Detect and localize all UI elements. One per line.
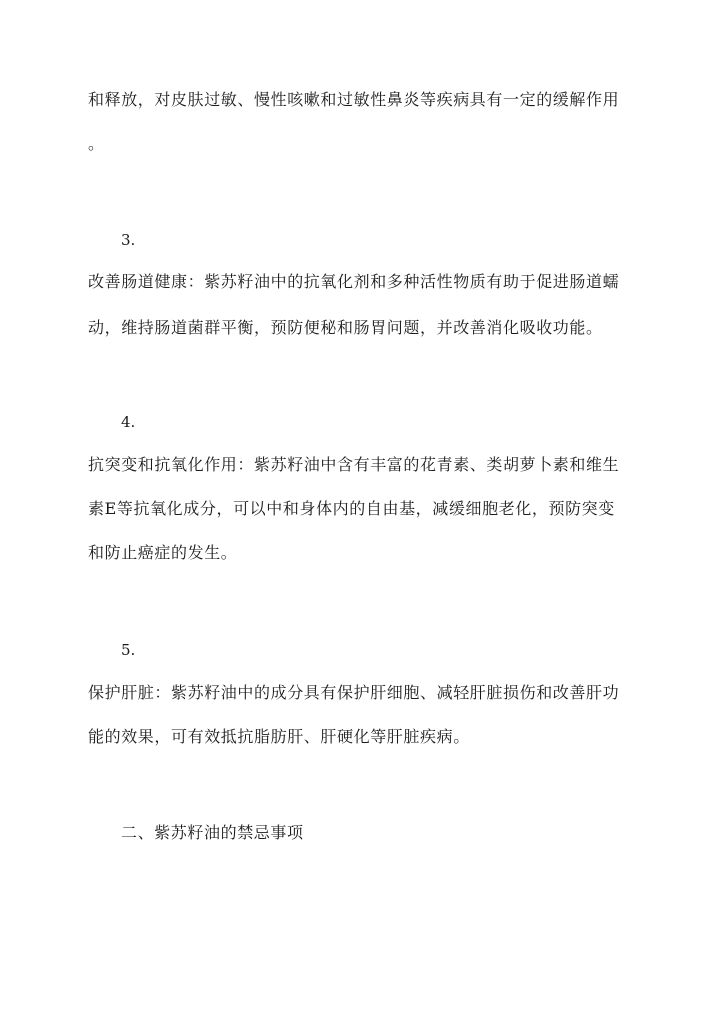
paragraph-line: 和防止癌症的发生。 bbox=[88, 543, 238, 562]
paragraph-line: 。 bbox=[88, 134, 105, 153]
paragraph-line: 改善肠道健康：紫苏籽油中的抗氧化剂和多种活性物质有助于促进肠道蠕 bbox=[88, 272, 620, 291]
paragraph-line: 和释放，对皮肤过敏、慢性咳嗽和过敏性鼻炎等疾病具有一定的缓解作用 bbox=[88, 90, 620, 109]
list-item-number: 4. bbox=[121, 413, 136, 431]
list-item-number: 5. bbox=[121, 641, 136, 659]
paragraph-line: 保护肝脏：紫苏籽油中的成分具有保护肝细胞、减轻肝脏损伤和改善肝功 bbox=[88, 683, 620, 702]
section-heading: 二、紫苏籽油的禁忌事项 bbox=[121, 823, 304, 842]
paragraph-line: 抗突变和抗氧化作用：紫苏籽油中含有丰富的花青素、类胡萝卜素和维生 bbox=[88, 455, 620, 474]
list-item-number: 3. bbox=[121, 231, 136, 249]
paragraph-line: 动，维持肠道菌群平衡，预防便秘和肠胃问题，并改善消化吸收功能。 bbox=[88, 318, 603, 337]
paragraph-line: 素E等抗氧化成分，可以中和身体内的自由基，减缓细胞老化，预防突变 bbox=[88, 499, 615, 518]
paragraph-line: 能的效果，可有效抵抗脂肪肝、肝硬化等肝脏疾病。 bbox=[88, 727, 470, 746]
